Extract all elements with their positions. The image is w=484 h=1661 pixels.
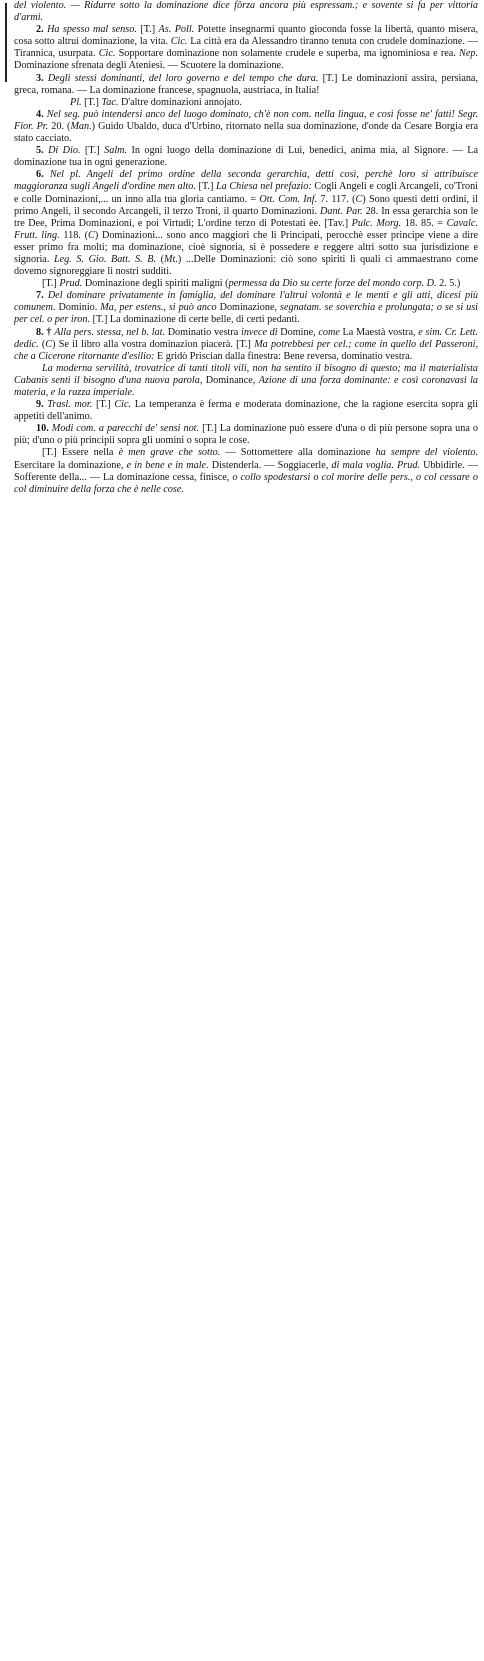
sense-text-run: 28. In essa gerarchia son le tre Dee, Prima Dominazioni, e poi Virtudi; L'ordine terzo di Potestati èe. [Tav.] [14,205,478,229]
sense-text-run: [T.] Le dominazioni assira, persiana, greca, romana. — La dominazione francese, spagnuola, austriaca, in Italia! [14,72,479,96]
sense-text-run: Alla pers. stessa, nel b. lat. [54,326,168,338]
intro-run-1: del violento. — Ridurre sotto la dominazione [14,0,213,11]
sense-text-run: Ma, per estens., si può anco [100,302,220,314]
sense-text-run: Dominazione, [219,302,280,314]
sense-text-run: Dominazione sfrenata degli Ateniesi. — Scuotere la dominazione. [14,60,284,72]
sense-text-run: Di Dio. [48,145,85,157]
sense-text-run: come [318,326,343,338]
sense-text-run: [T.] [42,278,60,290]
sense-paragraph-sense-2 [0,24,484,72]
sense-text-run: [T.] [198,181,216,193]
sense-text-run: Dant. Par. [320,205,366,217]
intro-run-2: dice fôrza ancora più espressam.; e sovente si fa per vittoria d'armi. [14,0,479,24]
sense-text-run: [T.] [95,399,115,411]
sense-number: 7. [36,290,48,302]
sense-text-run: La temperanza è ferma e moderata dominazione, che la ragione esercita sopra gli appetiti dell'animo. [14,399,478,423]
sense-text-run: Potette insegnarmi quanto gioconda fosse la libertà, quanto misera, cosa sotto altrui dominazione, la vita. [14,24,479,48]
sense-text-run: Prud. [59,278,85,290]
sense-text-run: [T.] Essere nella [42,447,119,459]
sense-text-run: Ma potrebbesi per cel.; come in quello del Passeroni, che a Cicerone ritornante d'esilio: [14,338,478,362]
sense-text-run: 2. 5.) [439,278,461,290]
sense-text-run: ) Dominazioni... sono anco maggiori che li Principati, perocchè esser principe viene a dire esser primo fra molti; ma dominazione, cioè signoria, si è possedere e reggere altri sotto sua jurisdizione e signoria. [14,229,479,265]
sense-text-run: La Maestà vostra, [342,326,419,338]
sense-number: 10. [36,423,52,435]
sense-paragraph-sense-6 [0,169,484,278]
sense-paragraph-sense-3 [0,73,484,97]
sense-paragraph-sense-5 [0,145,484,169]
sense-number: 6. [36,169,50,181]
sense-text-run: Ott. Com. Inf. [259,193,321,205]
sense-paragraph-sense-10 [0,423,484,447]
sense-text-run: è men grave che sotto. [118,447,226,459]
sense-text-run: Dominance, [205,374,259,386]
sense-number: 9. [36,399,48,411]
sense-text-run: Dominatio vestra [167,326,241,338]
sense-text-run: Modi com. a parecchi de' sensi not. [51,423,203,435]
entry-senses [0,24,484,496]
sense-text-run: [T.] [140,24,159,36]
sense-paragraph-sense-4 [0,109,484,145]
sense-text-run: Salm. [104,145,132,157]
sense-text-run: 20. ( [51,120,71,132]
sense-text-run: Domine, [280,326,319,338]
sense-text-run: e sim. Cr. Lett. dedic. [14,326,479,350]
sense-paragraph-sense-3b [0,97,484,109]
sense-text-run: Ubbidirle. — Sofferente della... — La dominazione cessa, finisce, [14,459,478,483]
sense-text-run: invece di [240,326,281,338]
sense-text-run: Sopportare dominazione non solamente crudele e superba, ma ignominiosa e rea. [118,48,460,60]
sense-text-run: Degli stessi dominanti, del loro governo e del tempo che dura. [47,72,323,84]
sense-number: 2. [36,24,48,36]
sense-text-run: ) Se il libro alla vostra dominazion piacerà. [T.] [52,338,255,350]
sense-number: 5. [36,145,49,157]
sense-text-run: Del dominare privatamente in famiglia, del dominare l'altrui volontà e le menti e gli atti, dicesi più comunem. [14,290,479,314]
sense-text-run: ) ...Delle Dominazioni: ciò sono spiriti li quali ci ammaestrano come dovemo signoreggiare li nostri sudditi. [14,253,479,278]
sense-text-run: C [88,229,95,241]
sense-text-run: [T.] [84,96,102,108]
sense-text-run: Nep. [459,48,478,60]
sense-text-run: Man. [70,120,92,132]
sense-text-run: Nel pl. Angeli del primo ordine della seconda gerarchia, detti così, perchè loro si attribuisce maggioranza sugli Angeli d'ordine men alto. [14,169,479,193]
sense-paragraph-sense-9 [0,399,484,423]
sense-text-run: Leg. S. Gio. Batt. S. B. [53,253,161,265]
sense-paragraph-sense-10b [0,447,484,495]
sense-text-run: 118. ( [63,229,89,241]
sense-text-run: La Chiesa nel prefazio: [215,181,315,193]
sense-text-run: Cic. [114,399,135,411]
sense-text-run: Cic. [170,36,191,48]
sense-text-run: Distenderla. — Soggiacerle, [211,459,332,471]
sense-text-run: Ha spesso mal senso. [47,24,141,36]
sense-paragraph-sense-8 [0,327,484,363]
sense-text-run: ) Guido Ubaldo, duca d'Urbino, ritornato nella sua dominazione, d'onde da Cesare Borgia era stato cacciato. [14,120,478,145]
sense-text-run: La moderna servilità, trovatrice di tanti titoli vili, non ha sentito il bisogno di questo; ma il materialista Cabanis sentì il bisogno d'una nuova parola, [14,362,478,386]
sense-paragraph-sense-8b [0,363,484,399]
sense-text-run: C [45,338,53,350]
sense-paragraph-sense-6b [0,278,484,290]
sense-text-run: ( [160,253,165,265]
sense-text-run: [T.] [84,145,105,157]
sense-text-run: D'altre dominazioni annojato. [120,96,242,108]
sense-number: 3. [36,72,48,84]
sense-text-run: La città era da Alessandro tiranno tenuta con crudele dominazione. — Tirannica, usurpata. [14,36,478,60]
sense-text-run: Nel seg. può intendersi anco del luogo dominato, ch'è non com. nella lingua, e così fosse ne' fatti! Segr. Fior. Pr. [14,108,479,132]
sense-text-run: ) Sono questi detti ordini, il primo Angeli, il secondo Arcangeli, il terzo Troni, il quarto Dominazioni. [14,193,478,217]
sense-text-run: segnatam. se soverchia e prolungata; o se si usi per cel. o per iron. [14,302,479,326]
sense-text-run: di mala voglia. Prud. [331,459,424,471]
sense-text-run: 7. 117. ( [320,193,356,205]
sense-number: 8. † [36,326,55,338]
sense-text-run: As. Poll. [158,24,198,36]
sense-text-run: [T.] La dominazione di certe belle, di certi pedanti. [92,314,300,326]
sense-text-run: o collo spodestarsi o col morire delle pers., o col cessare o col diminuire della forza che è nelle cose. [14,471,478,495]
sense-text-run: Esercitare la dominazione, [14,459,127,471]
sense-paragraph-sense-7 [0,290,484,326]
sense-text-run: Cavalc. Frutt. ling. [14,217,478,241]
sense-text-run: E gridò Priscian dalla finestra: Bene reversa, dominatio vestra. [156,350,413,362]
sense-text-run: Mt. [164,253,178,265]
entry-intro [0,0,484,24]
sense-text-run: 18. 85. = [404,217,447,229]
sense-text-run: ( [41,338,46,350]
sense-text-run: Pl. [70,96,85,108]
sense-text-run: Cogli Angeli e cogli Arcangeli, co'Troni e colle Dominazioni,... un inno alla tua gloria cantiamo. = [14,181,478,205]
sense-text-run: Dominio. [58,302,101,314]
sense-text-run: permessa da Dio su certe forze del mondo corp. D. [228,278,440,290]
sense-text-run: Trasl. mor. [47,399,96,411]
sense-number: 4. [36,108,47,120]
sense-text-run: Pulc. Morg. [351,217,405,229]
sense-text-run: In ogni luogo della dominazione di Lui, benedici, anima mia, al Signore. — La dominazione tua in ogni generazione. [14,145,479,169]
sense-text-run: — Sottomettere alla dominazione [225,447,376,459]
sense-text-run: Dominazione degli spiriti maligni ( [84,278,229,290]
sense-text-run: Tac. [101,96,121,108]
sense-text-run: ha sempre del violento. [375,447,479,459]
sense-text-run: [T.] La dominazione può essere d'una o di più persone sopra una o più; d'uno o più principii sopra gli uomini o sopra le cose. [14,423,478,447]
sense-text-run: e in bene e in male. [126,459,212,471]
sense-text-run: C [355,193,363,205]
sense-text-run: Azione di una forza dominante: e così coronavasi la materia, e la razza imperiale. [14,374,478,398]
margin-rule [5,3,7,82]
sense-text-run: Cic. [98,48,119,60]
